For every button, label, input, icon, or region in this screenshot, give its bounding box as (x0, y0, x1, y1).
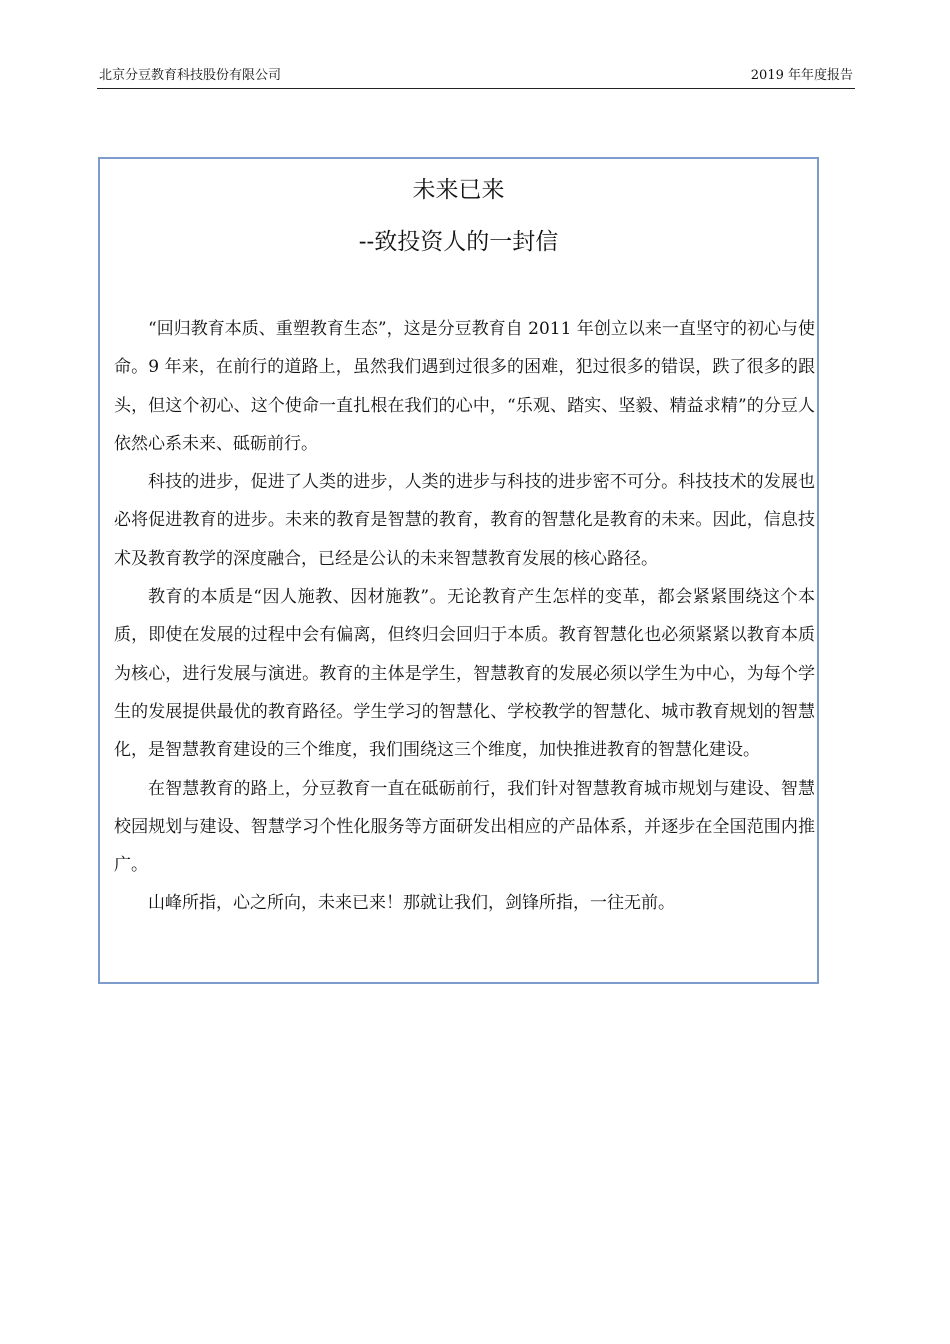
header-report-title: 2019 年年度报告 (750, 68, 853, 83)
letter-paragraph: 山峰所指，心之所向，未来已来！那就让我们，剑锋所指，一往无前。 (148, 893, 675, 914)
page-header (97, 66, 855, 89)
letter-paragraph: 教育的本质是“因人施教、因材施教”。无论教育产生怎样的变革，都会紧紧围绕这个本质，即使在发展的过程中会有偏离，但终归会回归于本质。教育智慧化也必须紧紧以教育本质为核心，进行发展与演进。教育的主体是学生，智慧教育的发展必须以学生为中心，为每个学生的发展提供最优的教育路径。学生学习的智慧化、学校教学的智慧化、城市教育规划的智慧化，是智慧教育建设的三个维度，我们围绕这三个维度，加快推进教育的智慧化建设。 (114, 587, 815, 761)
investor-letter-box (98, 157, 819, 984)
letter-paragraph: 科技的进步，促进了人类的进步，人类的进步与科技的进步密不可分。科技技术的发展也必将促进教育的进步。未来的教育是智慧的教育，教育的智慧化是教育的未来。因此，信息技术及教育教学的深度融合，已经是公认的未来智慧教育发展的核心路径。 (114, 472, 815, 569)
header-company-name: 北京分豆教育科技股份有限公司 (99, 68, 282, 83)
letter-subtitle: --致投资人的一封信 (358, 229, 559, 255)
letter-title: 未来已来 (412, 177, 505, 203)
letter-body (114, 310, 815, 923)
letter-paragraph: 在智慧教育的路上，分豆教育一直在砥砺前行，我们针对智慧教育城市规划与建设、智慧校园规划与建设、智慧学习个性化服务等方面研发出相应的产品体系，并逐步在全国范围内推广。 (114, 778, 815, 876)
letter-paragraph: “回归教育本质、重塑教育生态”，这是分豆教育自 2011 年创立以来一直坚守的初心与使命。9 年来，在前行的道路上，虽然我们遇到过很多的困难，犯过很多的错误，跌了很多的跟头，但这个初心、这个使命一直扎根在我们的心中，“乐观、踏实、坚毅、精益求精”的分豆人依然心系未来、砥砺前行。 (114, 319, 815, 454)
